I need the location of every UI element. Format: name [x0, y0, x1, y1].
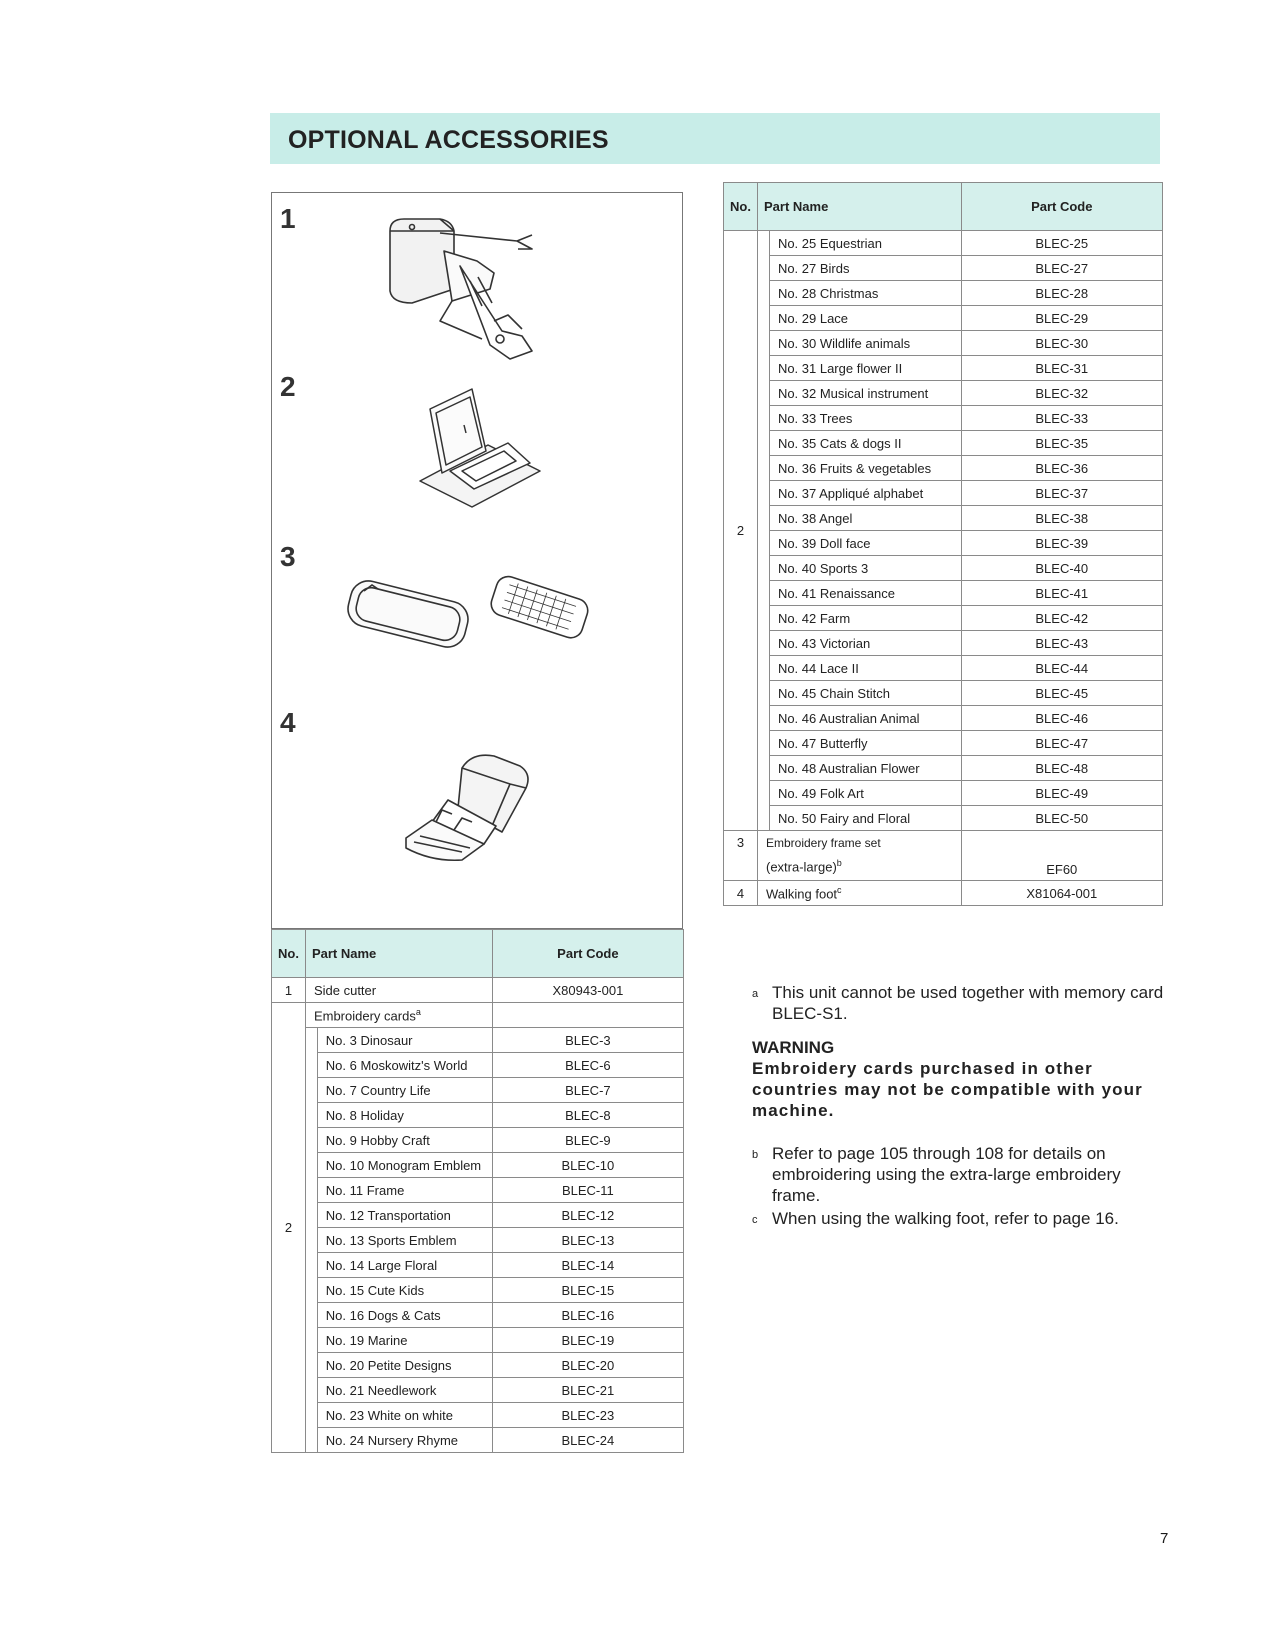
footnote-mark: a — [415, 1006, 421, 1017]
indent-cell — [757, 681, 769, 706]
table-row — [724, 356, 1163, 381]
card-code: BLEC-19 — [492, 1328, 683, 1353]
indent-cell — [305, 1028, 317, 1053]
card-name: No. 7 Country Life — [317, 1078, 492, 1103]
table-row — [724, 781, 1163, 806]
footnote-mark: c — [752, 1214, 758, 1226]
indent-cell — [757, 606, 769, 631]
card-code: BLEC-13 — [492, 1228, 683, 1253]
table-row — [272, 1303, 684, 1328]
card-name: No. 40 Sports 3 — [769, 556, 961, 581]
card-code: BLEC-10 — [492, 1153, 683, 1178]
card-name: No. 12 Transportation — [317, 1203, 492, 1228]
card-code: BLEC-30 — [961, 331, 1162, 356]
card-code: BLEC-45 — [961, 681, 1162, 706]
card-name: No. 39 Doll face — [769, 531, 961, 556]
card-code: BLEC-29 — [961, 306, 1162, 331]
card-code: BLEC-50 — [961, 806, 1162, 831]
card-code: BLEC-39 — [961, 531, 1162, 556]
table-row — [272, 1103, 684, 1128]
card-name: No. 16 Dogs & Cats — [317, 1303, 492, 1328]
card-name: No. 10 Monogram Emblem — [317, 1153, 492, 1178]
footnote-mark: b — [752, 1149, 759, 1161]
indent-cell — [757, 456, 769, 481]
row-no: 2 — [724, 231, 758, 831]
footnote-c — [752, 1208, 1172, 1231]
table-row — [724, 831, 1163, 881]
indent-cell — [757, 656, 769, 681]
card-name: No. 32 Musical instrument — [769, 381, 961, 406]
card-code: BLEC-6 — [492, 1053, 683, 1078]
parts-table-left — [271, 929, 684, 1453]
card-name: No. 6 Moskowitz's World — [317, 1053, 492, 1078]
indent-cell — [757, 331, 769, 356]
indent-cell — [757, 406, 769, 431]
parts-table-right-body — [724, 231, 1163, 906]
table-row — [724, 431, 1163, 456]
table-row — [272, 1078, 684, 1103]
table-row — [724, 231, 1163, 256]
table-row — [724, 531, 1163, 556]
table-row — [272, 1153, 684, 1178]
walking-foot-icon — [392, 748, 542, 878]
card-code: BLEC-33 — [961, 406, 1162, 431]
page-number: 7 — [1160, 1530, 1169, 1547]
indent-cell — [305, 1278, 317, 1303]
table-row — [724, 631, 1163, 656]
card-code: BLEC-42 — [961, 606, 1162, 631]
indent-cell — [305, 1103, 317, 1128]
table-row — [724, 306, 1163, 331]
card-code: BLEC-15 — [492, 1278, 683, 1303]
table-row — [272, 1278, 684, 1303]
table-row — [724, 256, 1163, 281]
table-row — [272, 1028, 684, 1053]
warning-title: WARNING — [752, 1038, 835, 1057]
table-row — [724, 406, 1163, 431]
table-row — [272, 1053, 684, 1078]
card-name: No. 28 Christmas — [769, 281, 961, 306]
table-row — [724, 806, 1163, 831]
card-code: BLEC-14 — [492, 1253, 683, 1278]
indent-cell — [305, 1178, 317, 1203]
card-name: No. 14 Large Floral — [317, 1253, 492, 1278]
card-name: No. 8 Holiday — [317, 1103, 492, 1128]
table-row — [724, 556, 1163, 581]
row-no: 3 — [724, 831, 758, 881]
page-title: OPTIONAL ACCESSORIES — [288, 126, 609, 154]
row-part-name — [305, 1003, 492, 1028]
table-row — [272, 1228, 684, 1253]
parts-table-left-body — [272, 978, 684, 1453]
indent-cell — [757, 506, 769, 531]
card-name: No. 25 Equestrian — [769, 231, 961, 256]
header-part-name: Part Name — [757, 183, 961, 231]
side-cutter-icon — [382, 211, 562, 371]
card-name: No. 47 Butterfly — [769, 731, 961, 756]
card-code: BLEC-24 — [492, 1428, 683, 1453]
indent-cell — [757, 306, 769, 331]
card-name: No. 29 Lace — [769, 306, 961, 331]
card-code: BLEC-48 — [961, 756, 1162, 781]
row-part-code: X81064-001 — [961, 881, 1162, 906]
table-row — [272, 1128, 684, 1153]
card-name: No. 21 Needlework — [317, 1378, 492, 1403]
footnote-text: When using the walking foot, refer to page 16. — [772, 1209, 1119, 1228]
card-code: BLEC-21 — [492, 1378, 683, 1403]
card-code: BLEC-9 — [492, 1128, 683, 1153]
card-name: No. 42 Farm — [769, 606, 961, 631]
row-part-name — [757, 831, 961, 881]
embroidery-card-icon — [412, 385, 552, 515]
card-code: BLEC-20 — [492, 1353, 683, 1378]
card-name: No. 49 Folk Art — [769, 781, 961, 806]
card-name: No. 44 Lace II — [769, 656, 961, 681]
table-row — [724, 681, 1163, 706]
card-name: No. 3 Dinosaur — [317, 1028, 492, 1053]
table-row — [272, 1178, 684, 1203]
table-row — [272, 1203, 684, 1228]
row-part-name-line2-wrap — [766, 858, 955, 874]
card-code: BLEC-40 — [961, 556, 1162, 581]
indent-cell — [305, 1153, 317, 1178]
header-part-code: Part Code — [492, 930, 683, 978]
card-code: BLEC-36 — [961, 456, 1162, 481]
card-code: BLEC-47 — [961, 731, 1162, 756]
card-name: No. 23 White on white — [317, 1403, 492, 1428]
card-name: No. 11 Frame — [317, 1178, 492, 1203]
header-no: No. — [724, 183, 758, 231]
notes-section — [752, 982, 1172, 1245]
indent-cell — [305, 1053, 317, 1078]
card-name: No. 45 Chain Stitch — [769, 681, 961, 706]
card-code: BLEC-44 — [961, 656, 1162, 681]
card-name: No. 38 Angel — [769, 506, 961, 531]
indent-cell — [757, 706, 769, 731]
footnote-a — [752, 982, 1172, 1024]
header-part-name: Part Name — [305, 930, 492, 978]
row-part-name-text: Embroidery cards — [313, 1008, 416, 1024]
indent-cell — [757, 531, 769, 556]
card-code: BLEC-28 — [961, 281, 1162, 306]
card-code: BLEC-25 — [961, 231, 1162, 256]
card-name: No. 20 Petite Designs — [317, 1353, 492, 1378]
row-part-code: X80943-001 — [492, 978, 683, 1003]
indent-cell — [305, 1403, 317, 1428]
card-name: No. 50 Fairy and Floral — [769, 806, 961, 831]
card-code: BLEC-27 — [961, 256, 1162, 281]
card-code: BLEC-11 — [492, 1178, 683, 1203]
card-name: No. 9 Hobby Craft — [317, 1128, 492, 1153]
table-row — [272, 1328, 684, 1353]
row-part-name — [757, 881, 961, 906]
indent-cell — [305, 1203, 317, 1228]
table-row — [724, 656, 1163, 681]
indent-cell — [305, 1378, 317, 1403]
embroidery-frame-set-icon — [342, 573, 612, 663]
table-row — [272, 1378, 684, 1403]
card-code: BLEC-23 — [492, 1403, 683, 1428]
footnote-text: This unit cannot be used together with memory card BLEC-S1. — [772, 983, 1164, 1023]
table-row — [724, 481, 1163, 506]
card-code: BLEC-12 — [492, 1203, 683, 1228]
card-name: No. 43 Victorian — [769, 631, 961, 656]
card-code: BLEC-37 — [961, 481, 1162, 506]
header-no: No. — [272, 930, 306, 978]
indent-cell — [757, 731, 769, 756]
card-name: No. 19 Marine — [317, 1328, 492, 1353]
indent-cell — [305, 1428, 317, 1453]
row-part-name: Side cutter — [305, 978, 492, 1003]
card-code: BLEC-31 — [961, 356, 1162, 381]
row-no: 2 — [272, 1003, 306, 1453]
footnote-b — [752, 1143, 1172, 1206]
indent-cell — [757, 481, 769, 506]
indent-cell — [757, 256, 769, 281]
indent-cell — [757, 381, 769, 406]
warning-text: Embroidery cards purchased in other countries may not be compatible with your machine. — [752, 1059, 1143, 1120]
table-row — [724, 756, 1163, 781]
footnote-text: Refer to page 105 through 108 for details on embroidering using the extra-large embroidery frame. — [772, 1144, 1121, 1205]
illustration-label-3: 3 — [280, 541, 296, 572]
card-code: BLEC-3 — [492, 1028, 683, 1053]
card-name: No. 13 Sports Emblem — [317, 1228, 492, 1253]
card-name: No. 27 Birds — [769, 256, 961, 281]
footnote-mark: b — [836, 858, 842, 869]
table-row — [724, 381, 1163, 406]
indent-cell — [305, 1128, 317, 1153]
card-name: No. 37 Appliqué alphabet — [769, 481, 961, 506]
illustration-panel — [271, 192, 683, 929]
row-part-name-line2: (extra-large) — [765, 859, 837, 875]
card-name: No. 35 Cats & dogs II — [769, 431, 961, 456]
table-row — [724, 281, 1163, 306]
footnote-mark: a — [752, 988, 759, 1000]
table-row — [724, 706, 1163, 731]
card-name: No. 33 Trees — [769, 406, 961, 431]
table-row — [724, 606, 1163, 631]
card-name: No. 46 Australian Animal — [769, 706, 961, 731]
row-part-code: EF60 — [961, 831, 1162, 881]
card-name: No. 15 Cute Kids — [317, 1278, 492, 1303]
table-row — [724, 581, 1163, 606]
parts-table-right — [723, 182, 1163, 906]
indent-cell — [757, 281, 769, 306]
row-no: 1 — [272, 978, 306, 1003]
row-part-code — [492, 1003, 683, 1028]
row-no: 4 — [724, 881, 758, 906]
indent-cell — [305, 1228, 317, 1253]
card-name: No. 41 Renaissance — [769, 581, 961, 606]
indent-cell — [305, 1328, 317, 1353]
row-part-name-line1: Embroidery frame set — [765, 836, 881, 851]
card-code: BLEC-46 — [961, 706, 1162, 731]
table-row — [724, 881, 1163, 906]
indent-cell — [757, 231, 769, 256]
card-name: No. 36 Fruits & vegetables — [769, 456, 961, 481]
indent-cell — [305, 1303, 317, 1328]
header-part-code: Part Code — [961, 183, 1162, 231]
table-row — [724, 331, 1163, 356]
card-code: BLEC-38 — [961, 506, 1162, 531]
card-code: BLEC-32 — [961, 381, 1162, 406]
row-part-name-text: Walking foot — [765, 886, 838, 902]
card-code: BLEC-8 — [492, 1103, 683, 1128]
illustration-label-2: 2 — [280, 371, 296, 402]
table-row — [272, 1353, 684, 1378]
indent-cell — [305, 1253, 317, 1278]
card-code: BLEC-49 — [961, 781, 1162, 806]
indent-cell — [757, 581, 769, 606]
card-name: No. 30 Wildlife animals — [769, 331, 961, 356]
card-code: BLEC-16 — [492, 1303, 683, 1328]
indent-cell — [305, 1353, 317, 1378]
table-row — [272, 1003, 684, 1028]
illustration-label-1: 1 — [280, 203, 296, 234]
card-name: No. 24 Nursery Rhyme — [317, 1428, 492, 1453]
table-row — [724, 731, 1163, 756]
table-row — [724, 506, 1163, 531]
footnote-mark: c — [837, 884, 842, 895]
card-code: BLEC-35 — [961, 431, 1162, 456]
card-code: BLEC-43 — [961, 631, 1162, 656]
card-name: No. 31 Large flower II — [769, 356, 961, 381]
indent-cell — [757, 356, 769, 381]
indent-cell — [757, 631, 769, 656]
table-row — [272, 1428, 684, 1453]
table-row — [272, 978, 684, 1003]
indent-cell — [305, 1078, 317, 1103]
indent-cell — [757, 806, 769, 831]
card-code: BLEC-41 — [961, 581, 1162, 606]
card-code: BLEC-7 — [492, 1078, 683, 1103]
indent-cell — [757, 781, 769, 806]
indent-cell — [757, 756, 769, 781]
table-row — [272, 1253, 684, 1278]
table-row — [724, 456, 1163, 481]
card-name: No. 48 Australian Flower — [769, 756, 961, 781]
indent-cell — [757, 431, 769, 456]
illustration-label-4: 4 — [280, 707, 296, 738]
table-row — [272, 1403, 684, 1428]
indent-cell — [757, 556, 769, 581]
